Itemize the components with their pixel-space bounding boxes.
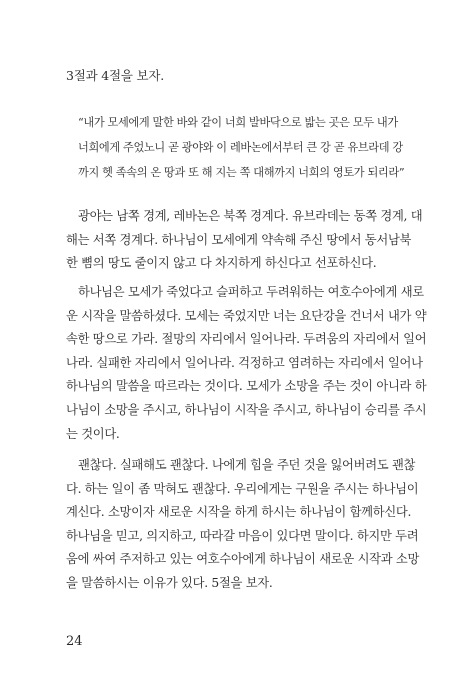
text-line: 움에 싸여 주저하고 있는 여호수아에게 하나님이 새로운 시작과 소망 — [66, 552, 420, 567]
quote-line: “내가 모세에게 말한 바와 같이 너희 발바닥으로 밟는 곳은 모두 내가 — [78, 116, 398, 129]
text-line: 계신다. 소망이자 새로운 시작을 하게 하시는 하나님이 함께하신다. — [66, 505, 412, 520]
text-line: 는 것이다. — [66, 426, 120, 441]
paragraph-3 — [66, 454, 420, 596]
text-line: 해는 서쪽 경계다. 하나님이 모세에게 약속해 주신 땅에서 동서남북 — [66, 232, 412, 247]
text-line: 광야는 남쪽 경계, 레바논은 북쪽 경계다. 유브라데는 동쪽 경계, 대 — [78, 209, 423, 223]
intro-line: 3절과 4절을 보자. — [66, 68, 165, 83]
quote-line: 까지 헷 족속의 온 땅과 또 해 지는 쪽 대해까지 너희의 영토가 되리라” — [78, 166, 405, 179]
text-line: 괜찮다. 실패해도 괜찮다. 나에게 힘을 주던 것을 잃어버려도 괜찮 — [78, 458, 416, 472]
text-line: 다. 하는 일이 좀 막혀도 괜찮다. 우리에게는 구원을 주시는 하나님이 — [66, 481, 419, 496]
text-line: 속한 땅으로 가라. 절망의 자리에서 일어나라. 두려움의 자리에서 일어 — [66, 332, 427, 347]
scripture-quote — [78, 110, 408, 185]
paragraph-2 — [66, 281, 427, 446]
text-line: 한 뼘의 땅도 줄이지 않고 다 차지하게 하신다고 선포하신다. — [66, 256, 377, 271]
paragraph-1 — [66, 205, 423, 276]
text-line: 나라. 실패한 자리에서 일어나라. 걱정하고 염려하는 자리에서 일어나 — [66, 355, 423, 370]
text-line: 하나님의 말씀을 따르라는 것이다. 모세가 소망을 주는 것이 아니라 하 — [66, 379, 427, 394]
text-line: 운 시작을 말씀하셨다. 모세는 죽었지만 너는 요단강을 건너서 내가 약 — [66, 308, 427, 323]
text-line: 하나님을 믿고, 의지하고, 따라갈 마음이 있다면 말이다. 하지만 두려 — [66, 528, 419, 543]
page-number: 24 — [66, 634, 83, 649]
text-line: 하나님은 모세가 죽었다고 슬퍼하고 두려워하는 여호수아에게 새로 — [78, 285, 424, 299]
quote-line: 너희에게 주었노니 곧 광야와 이 레바논에서부터 큰 강 곧 유브라데 강 — [78, 141, 403, 154]
text-line: 을 말씀하시는 이유가 있다. 5절을 보자. — [66, 575, 273, 590]
text-line: 나님이 소망을 주시고, 하나님이 시작을 주시고, 하나님이 승리를 주시 — [66, 402, 427, 417]
